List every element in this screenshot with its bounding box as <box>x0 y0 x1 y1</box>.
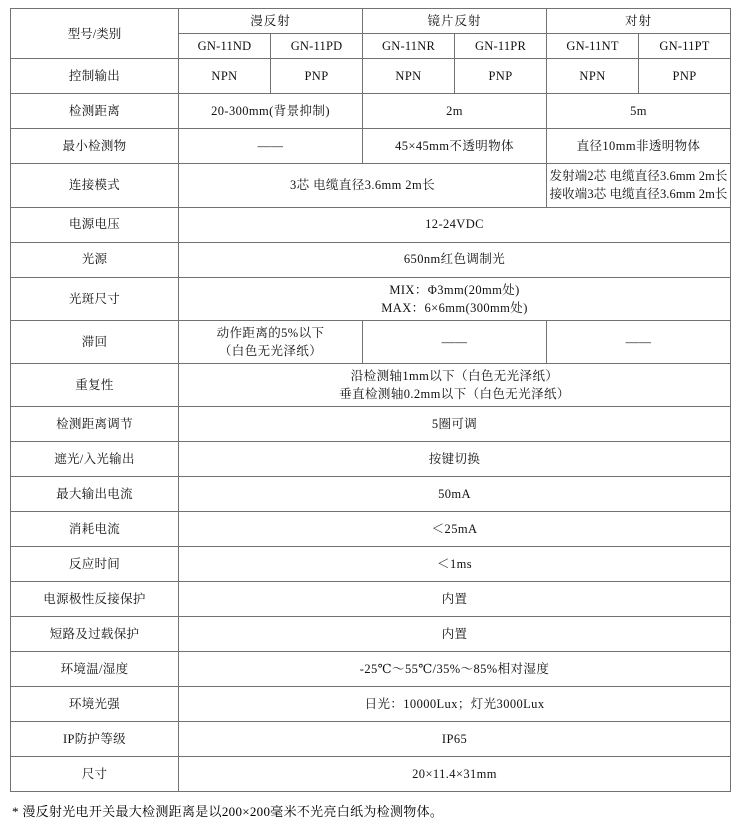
row-value <box>179 320 363 363</box>
table-row <box>11 242 731 277</box>
table-row <box>11 547 731 582</box>
row-label: 检测距离调节 <box>11 407 179 442</box>
row-label: 遮光/入光输出 <box>11 442 179 477</box>
table-row <box>11 757 731 792</box>
row-value: PNP <box>639 59 731 94</box>
table-row <box>11 364 731 407</box>
row-value: NPN <box>363 59 455 94</box>
row-value <box>179 364 731 407</box>
table-row <box>11 59 731 94</box>
row-value: 50mA <box>179 477 731 512</box>
row-value: 45×45mm不透明物体 <box>363 129 547 164</box>
header-model-gn11pr: GN-11PR <box>455 34 547 59</box>
header-type-label: 型号/类别 <box>11 9 179 59</box>
specification-table <box>10 8 731 792</box>
row-label: 环境温/湿度 <box>11 652 179 687</box>
header-group-diffuse: 漫反射 <box>179 9 363 34</box>
row-value: NPN <box>547 59 639 94</box>
row-value: NPN <box>179 59 271 94</box>
table-row <box>11 442 731 477</box>
table-row <box>11 687 731 722</box>
row-value: PNP <box>455 59 547 94</box>
row-value: 内置 <box>179 617 731 652</box>
row-value <box>179 277 731 320</box>
row-value-line: 接收端3芯 电缆直径3.6mm 2m长 <box>549 187 728 202</box>
row-value: 2m <box>363 94 547 129</box>
row-value: —— <box>547 320 731 363</box>
row-value: ＜1ms <box>179 547 731 582</box>
row-value: 按键切换 <box>179 442 731 477</box>
row-label: 最大输出电流 <box>11 477 179 512</box>
row-label: 检测距离 <box>11 94 179 129</box>
row-value: 3芯 电缆直径3.6mm 2m长 <box>179 164 547 207</box>
row-value-line: （白色无光泽纸） <box>218 343 323 358</box>
table-row <box>11 407 731 442</box>
table-row <box>11 512 731 547</box>
header-model-gn11nr: GN-11NR <box>363 34 455 59</box>
row-label: 重复性 <box>11 364 179 407</box>
table-row <box>11 477 731 512</box>
header-model-gn11pt: GN-11PT <box>639 34 731 59</box>
row-label: 尺寸 <box>11 757 179 792</box>
row-value: IP65 <box>179 722 731 757</box>
row-value: —— <box>179 129 363 164</box>
row-label: 连接模式 <box>11 164 179 207</box>
row-value: PNP <box>271 59 363 94</box>
table-row <box>11 652 731 687</box>
table-row <box>11 207 731 242</box>
row-label: 控制输出 <box>11 59 179 94</box>
table-header <box>11 9 731 59</box>
table-row <box>11 582 731 617</box>
header-model-gn11pd: GN-11PD <box>271 34 363 59</box>
row-label: 消耗电流 <box>11 512 179 547</box>
row-label: 最小检测物 <box>11 129 179 164</box>
row-label: 电源极性反接保护 <box>11 582 179 617</box>
row-label: IP防护等级 <box>11 722 179 757</box>
row-value: 650nm红色调制光 <box>179 242 731 277</box>
row-label: 光源 <box>11 242 179 277</box>
table-body <box>11 59 731 792</box>
row-value-line: 动作距离的5%以下 <box>216 325 325 340</box>
row-value: —— <box>363 320 547 363</box>
row-value: 5m <box>547 94 731 129</box>
header-group-retroreflective: 镜片反射 <box>363 9 547 34</box>
row-label: 光斑尺寸 <box>11 277 179 320</box>
header-model-gn11nd: GN-11ND <box>179 34 271 59</box>
header-group-through-beam: 对射 <box>547 9 731 34</box>
table-row <box>11 722 731 757</box>
table-row <box>11 129 731 164</box>
table-row <box>11 617 731 652</box>
row-value: -25℃～55℃/35%～85%相对湿度 <box>179 652 731 687</box>
table-row <box>11 277 731 320</box>
table-row <box>11 320 731 363</box>
row-label: 滞回 <box>11 320 179 363</box>
row-value: 内置 <box>179 582 731 617</box>
row-value: 日光：10000Lux；灯光3000Lux <box>179 687 731 722</box>
row-value: 5圈可调 <box>179 407 731 442</box>
header-model-gn11nt: GN-11NT <box>547 34 639 59</box>
row-value-line: 垂直检测轴0.2mm以下（白色无光泽纸） <box>339 387 570 402</box>
row-value-line: MIX：Φ3mm(20mm处) <box>389 282 520 297</box>
row-value: 20×11.4×31mm <box>179 757 731 792</box>
header-row-groups <box>11 9 731 34</box>
row-label: 反应时间 <box>11 547 179 582</box>
row-value <box>547 164 731 207</box>
row-label: 短路及过载保护 <box>11 617 179 652</box>
row-label: 环境光强 <box>11 687 179 722</box>
row-value: 直径10mm非透明物体 <box>547 129 731 164</box>
footnote: * 漫反射光电开关最大检测距离是以200×200毫米不光亮白纸为检测物体。 <box>12 804 444 820</box>
row-label: 电源电压 <box>11 207 179 242</box>
row-value: 12-24VDC <box>179 207 731 242</box>
row-value-line: 沿检测轴1mm以下（白色无光泽纸） <box>350 369 559 383</box>
table-row <box>11 164 731 207</box>
row-value-line: 发射端2芯 电缆直径3.6mm 2m长 <box>549 169 728 184</box>
table-row <box>11 94 731 129</box>
row-value: ＜25mA <box>179 512 731 547</box>
row-value: 20-300mm(背景抑制) <box>179 94 363 129</box>
row-value-line: MAX：6×6mm(300mm处) <box>381 300 528 315</box>
